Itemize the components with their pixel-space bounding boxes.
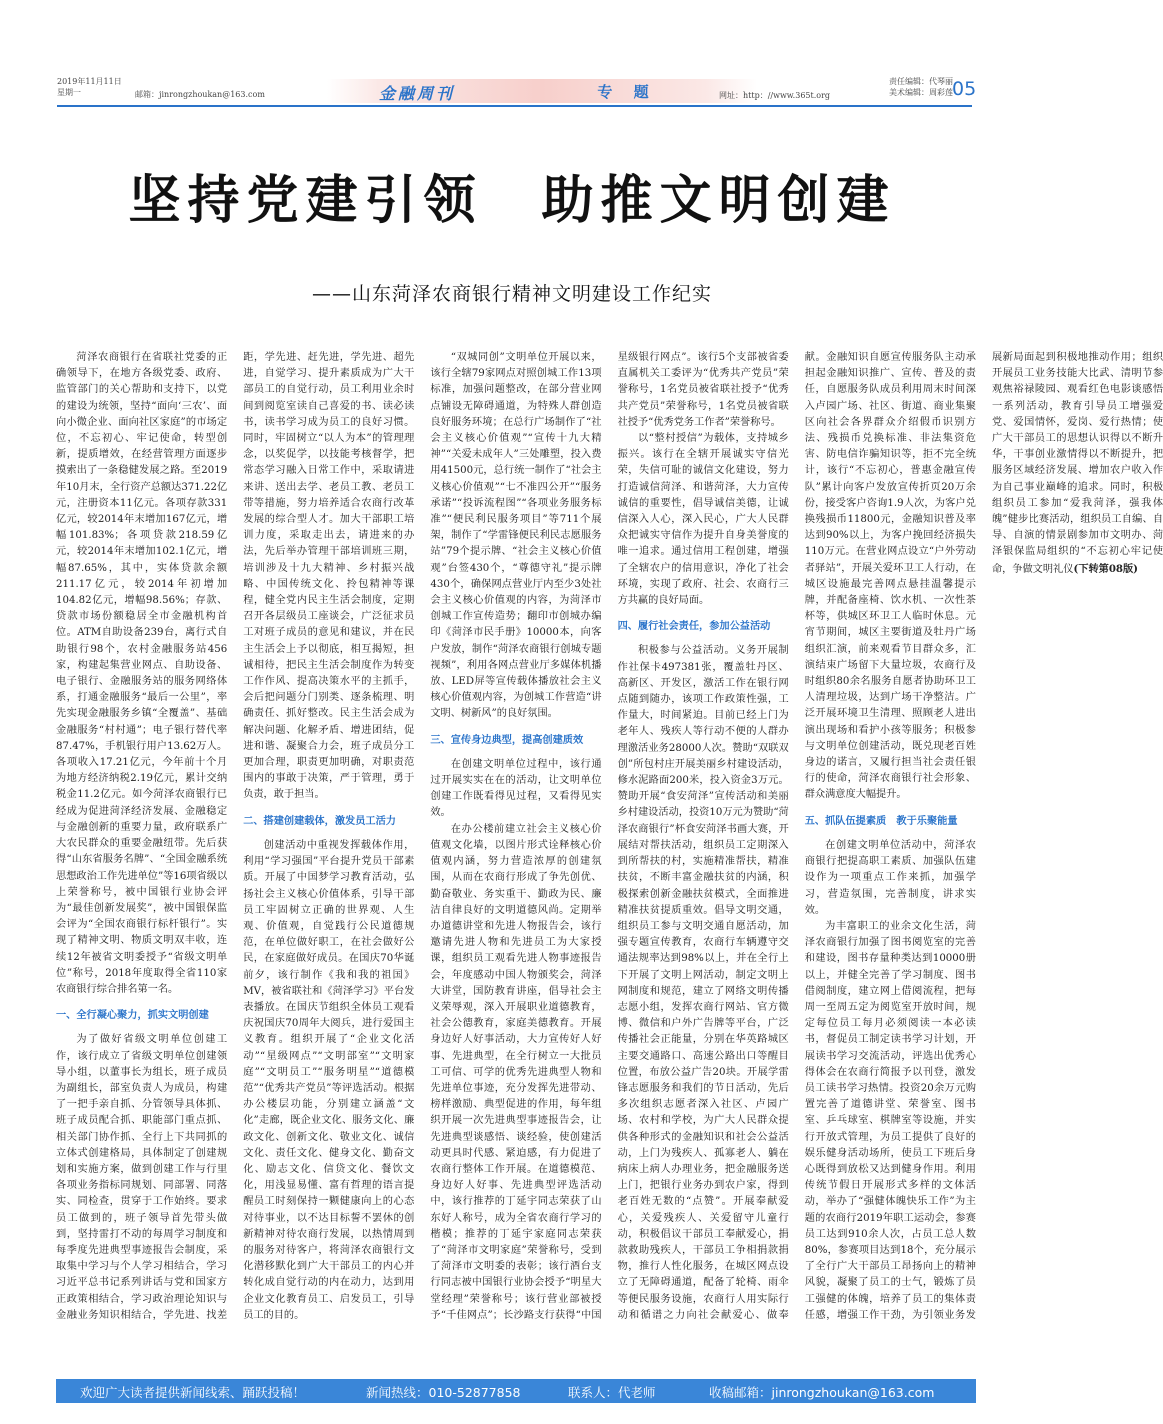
art-editor: 美术编辑：周彩莲 [889, 88, 953, 97]
issue-date: 2019年11月11日 [57, 77, 122, 86]
header-url: 网址：http：//www.365t.org [719, 91, 831, 100]
footer-slogan: 欢迎广大读者提供新闻线索、踊跃投稿！ [80, 1385, 306, 1400]
footer-hotline: 新闻热线：010-52877858 [366, 1385, 521, 1400]
article-subtitle: ——山东菏泽农商银行精神文明建设工作纪实 [311, 283, 712, 305]
section-name: 专 题 [597, 83, 657, 101]
body-paragraph: 创建活动中重视发挥载体作用，利用“学习强国”平台提升党员干部素质。开展了中国梦学习教育活动，弘扬社会主义核心价值体系，引导干部员工牢固树立正确的世界观、人生观、价值观，自觉践行公民道德规范，在单位做好职工，在社会做好公民，在家庭做好成员。在国庆70华诞前夕，该行制作《我和我的祖国》MV，被省联社和《菏泽学习》平台发表播放。在国庆节组织全体员工观看庆祝国庆70周年大阅兵，进行爱国主义教育。组织开展了“企业文化活动”“星级网点”“文明部室”“文明家庭”“文明员工”“服务明星”“道德模范”“优秀共产党员”等评选活动。根据办公楼层功能，分别建立涵盖“文化”走廊，既企业文化、服务文化、廉政文化、创新文化、敬业文化、诚信文化、责任文化、健身文化、勤奋文化、励志文化、信贷文化、餐饮文化，用浅显易懂、富有哲理的语言提醒员工时刻保持一颗健康向上的心态对待事业，以不达目标誓不罢休的创新精神对待农商行发展，以热情周到的服务对待客户，将菏泽农商银行文化潜移默化到广大干部员工的内心并转化成自觉行动的内在动力，达到用企业文化教育员工、启发员工，引导员工的目的。 [243, 839, 415, 1321]
footer-contact: 联系人：代老师 [568, 1385, 656, 1400]
continuation-note: (下转第08版) [1073, 562, 1139, 575]
responsible-editor: 责任编辑：代琴丽 [889, 77, 953, 86]
page-number: 05 [952, 78, 977, 100]
body-paragraph: 以“整村授信”为载体，支持城乡振兴。该行在全辖开展诚实守信光荣，失信可耻的诚信文化建设，努力打造诚信菏泽、和谐菏泽，大力宣传诚信的重要性，倡导诚信美德，让诚信深入人心，深入民心，广大人民群众把诚实守信作为提升自身美誉度的唯一追求。通过信用工程创建，增强了全辖农户的信用意识，净化了社会环境，实现了政府、社会、农商行三方共赢的良好局面。 [617, 433, 789, 607]
page-footer [56, 1379, 976, 1403]
body-paragraph: “双城同创”文明单位开展以来，该行全辖79家网点对照创城工作13项标准，加强问题整改，在部分营业网点铺设无障碍通道，为特殊人群创造良好服务环境；在总行广场制作了“社会主义核心价值观”“宣传十九大精神”“关爱未成年人”三处雕塑，投入费用41500元，总行统一制作了“社会主义核心价值观”“七不准四公开”“服务承诺”“投诉流程图”“各项业务服务标准”“便民利民服务项目”等711个展架，制作了“学雷锋便民利民志愿服务站”79个提示牌、“社会主义核心价值观”台签430个，“尊德守礼”提示牌430个，确保网点营业厅内至少3处社会主义核心价值观的内容，为菏泽市创城工作宣传造势；翻印市创城办编印《菏泽市民手册》10000本，向客户发放，制作“菏泽农商银行创城专题视频”，利用各网点营业厅多媒体机播放、LED屏等宣传载体播放社会主义核心价值观内容，为创城工作营造“讲文明、树新风”的良好氛围。 [430, 352, 602, 720]
intro-paragraph: 菏泽农商银行在省联社党委的正确领导下，在地方各级党委、政府、监管部门的关心帮助和支持下，以党的建设为统领，坚持“面向‘三农’、面向小微企业、面向社区家庭”的市场定位，不忘初心、牢记使命，转型创新，提质增效，在经营管理方面逐步摸索出了一条稳健发展之路。至2019年10月末，全行资产总额达371.22亿元，注册资本11亿元。各项存款331亿元，较2014年末增加167亿元，增幅101.83%；各项贷款218.59亿元，较2014年末增加102.1亿元，增幅87.65%，其中，实体贷款余额211.17亿元，较2014年初增加104.82亿元，增幅98.56%；存款、贷款市场份额稳居全市金融机构首位。ATM自助设备239台，离行式自助银行98个，农村金融服务站456家，构建起集营业网点、自助设备、电子银行、金融服务站的服务网络体系，打通金融服务“最后一公里”，率先实现金融服务乡镇“全覆盖”、基础金融服务“村村通”；电子银行替代率87.47%，手机银行用户13.62万人。各项收入17.21亿元，今年前十个月为地方经济纳税2.19亿元，累计交纳税金11.2亿元。如今菏泽农商银行已经成为促进菏泽经济发展、金融稳定与金融创新的重要力量，政府联系广大农民群众的重要金融纽带。先后获得“山东省服务名牌”、“全国金融系统思想政治工作先进单位”等16项省级以上荣誉称号，被中国银行业协会评为“最佳创新发展奖”，被中国银保监会评为“全国农商银行标杆银行”。实现了精神文明、物质文明双丰收，连续12年被省文明委授予“省级文明单位”称号，2018年度取得全省110家农商银行综合排名第一名。 [56, 352, 228, 995]
body-paragraph: 为了做好省级文明单位创建工作，该行成立了省级文明单位创建领导小组，以董事长为组长，班子成员为副组长，部室负责人为成员，构建了一把手亲自抓、分管领导具体抓、班子成员配合抓、职能部门重点抓、相关部门协作抓、全行上下共同抓的立体式创建格局，具体制定了创建规划和实施方案，做到创建工作与行里各项业务指标同规划、同部署、同落实、同检查，贯穿于工作始终。要求员工做到的，班子领导首先带头做到，坚持雷打不动的每周学习制度和每季度先进典型事迹报告会制度，采取集中学习与个人学习相结合，学习习近平总书记系列讲话与党和国家方正政策相结合，学习政治理论知识与金融业务知识相结合，学先进、找差距，学先进、赶先进，学先进、超先进，自觉学习、提升素质成为广大干部员工的自觉行动，员工利用业余时间到阅览室读自己喜爱的书、读必读书，读书学习成为员工的良好习惯。同时，牢固树立“以人为本”的管理理念，以奖促学，以技能考核督学，把常态学习融入日常工作中，采取请进来讲、送出去学、老员工教、老员工带等措施，努力培养适合农商行改革发展的综合型人才。加大干部职工培训力度，采取走出去，请进来的办法，先后举办管理干部培训班三期，培训涉及十九大精神、乡村振兴战略、中国传统文化、拎包精神等课程，健全党内民主生活会制度，定期召开各层级员工座谈会，广泛征求员工对班子成员的意见和建议，并在民主生活会上予以彻底，相互揭短，担诚相待，把民主生活会制度作为转变工作作风、提高决策水平的主抓手，会后把问题分门别类、逐条梳理、明确责任、抓好整改。民主生活会成为解决问题、化解矛盾、增进团结，促进和谐、凝聚合力会，班子成员分工更加合理，职责更加明确，对职责范围内的事敢于决策，严于管理，勇于负责，敢于担当。 [56, 352, 415, 1321]
section-heading: 四、履行社会责任，参加公益活动 [617, 621, 771, 633]
article-headline: 坚持党建引领 助推文明创建 [128, 170, 896, 231]
header-email: 邮箱：jinrongzhoukan@163.com [135, 90, 265, 99]
header-rule [57, 105, 972, 107]
footer-email: 收稿邮箱：jinrongzhoukan@163.com [709, 1385, 935, 1400]
body-paragraph: 积极参与公益活动。义务开展制作社保卡497381张，覆盖牡丹区、高新区、开发区，激活工作在银行网点随到随办，该项工作政策性强，工作量大，时间紧迫。目前已经上门为老年人、残疾人等行动不便的人群办理激活业务28000人次。赞助“双联双创”所包村庄开展美丽乡村建设活动，修水泥路面200米，投入资金3万元。赞助开展“食安菏泽”宣传活动和美丽乡村建设活动，投资10万元为赞助“菏泽农商银行”杯食安菏泽书画大赛，开展结对帮扶活动，组织员工定期深入到所帮扶的村，实施精准帮扶，精准扶贫，不断丰富金融扶贫的内涵，积极探索创新金融扶贫模式，全面推进精准扶贫提质重效。倡导文明交通，组织员工参与文明交通自愿活动，加强专题宣传教育，农商行车辆遵守交通法规率达到98%以上，并在全行上下开展了文明上网活动，制定文明上网制度和规范，建立了网络文明传播志愿小组，发挥农商行网站、官方微博、微信和户外广告牌等平台，广泛传播社会正能量，分别在华英路城区主要交通路口、高速公路出口等醒目位置，布放公益广告20块。开展学雷锋志愿服务和我们的节日活动，先后多次组织志愿者深入社区、卢园广场、农村和学校，为广大人民群众提供各种形式的金融知识和社会公益活动，上门为残疾人、孤寡老人、躺在病床上病人办理业务，把金融服务送上门，把银行业务办到农户家，得到老百姓无数的“点赞”。开展奉献爱心，关爱残疾人、关爱留守儿童行动，积极倡议干部员工奉献爱心，捐款救助残疾人，干部员工争相捐款捐物，推行人性化服务，在城区网点设立了无障碍通道，配备了轮椅、雨伞等便民服务设施，农商行人用实际行动和循谱之力向社会献爱心、做奉献。金融知识自愿宣传服务队主动承担起金融知识推广、宣传、普及的责任，自愿服务队成员利用周末时间深入卢园广场、社区、街道、商业集聚区向社会各界群众介绍假币识别方法、残损币兑换标准、非法集资危害、防电信诈骗知识等，拒不完全统计，该行“不忘初心，普惠金融宣传队”累计向客户发放宣传折页20万余份，接受客户咨询1.9人次，为客户兑换残损币11800元，金融知识普及率达到90%以上，为客户挽回经济损失110万元。在营业网点设立“户外劳动者驿站”，开展关爱环卫工人行动，在城区设施最完善网点悬挂温馨提示牌，并配备座椅、饮水机、一次性茶杯等，供城区环卫工人临时休息。元宵节期间，城区主要街道及牡丹广场组织汇演，前来观看节目群众多，汇演结束广场留下大量垃圾，农商行及时组织80余名服务自愿者协助环卫工人清理垃圾，达到广场干净整洁。广泛开展环境卫生清理、照顾老人进出演出现场和看护小孩等服务；积极参与文明单位创建活动，既兑现老百姓身边的诺言，又履行担当社会责任银行的使命，菏泽农商银行社会形象、群众满意度大幅提升。 [617, 352, 976, 1321]
section-heading: 二、搭建创建载体，激发员工活力 [243, 815, 396, 827]
body-paragraph: 在创建文明单位活动中，菏泽农商银行把提高职工素质、加强队伍建设作为一项重点工作来抓，加强学习，营造氛围，完善制度，讲求实效。 [804, 839, 976, 916]
editor-credits [889, 76, 953, 98]
issue-date-block [57, 76, 122, 98]
body-paragraph: 在创建文明单位过程中，该行通过开展实实在在的活动，让文明单位创建工作既看得见过程，又看得见实效。 [430, 758, 602, 819]
article-body [56, 350, 1163, 1335]
body-paragraph: 为丰富职工的业余文化生活，菏泽农商银行加强了图书阅览室的完善和建设，图书存量种类达到10000册以上，并健全完善了学习制度、图书借阅制度，建立网上借阅流程，把每周一至周五定为阅览室开放时间，规定每位员工每月必须阅读一本必读书，督促员工制定读书学习计划，开展读书学习交流活动，评选出优秀心得体会在农商行简报予以刊登，激发员工读书学习热情。投资20余万元购置完善了道德讲堂、荣誉室、图书室、乒乓球室、棋牌室等设施，并实行开放式管理，为员工提供了良好的娱乐健身活动场所，使员工下班后身心既得到放松又达到健身作用。利用传统节假日开展形式多样的文体活动，举办了“强健体魄快乐工作”为主题的农商行2019年职工运动会，参赛员工达到910余人次，占员工总人数80%，参赛项目达到18个，充分展示了全行广大干部员工昂扬向上的精神风貌，凝聚了员工的士气，锻炼了员工强健的体魄，培养了员工的集体责任感，增强工作干劲，为引领业务发展新局面起到积极地推动作用；组织开展员工业务技能大比武、清明节参观焦裕禄陵园、观看红色电影谈感悟一系列活动，教育引导员工增强爱党、爱国情怀，爱岗、爱行热情；使广大干部员工的思想认识得以不断升华，干事创业激情得以不断提升，把服务区域经济发展、增加农户收入作为自己事业巅峰的追求。同时，积极组织员工参加“爱我菏泽，强我体魄”健步比赛活动，组织员工自编、自导、自演的情景剧参加市文明办、菏泽银保监局组织的“不忘初心牢记使命，争做文明礼仪(下转第08版) [804, 352, 1163, 1321]
issue-weekday: 星期一 [57, 88, 81, 97]
page-header [57, 76, 977, 106]
masthead-logo: 金融周刊 [378, 84, 455, 103]
section-heading: 三、宣传身边典型，提高创建质效 [430, 734, 584, 746]
section-heading: 五、抓队伍提素质 教于乐聚能量 [804, 815, 958, 827]
section-heading: 一、全行凝心聚力，抓实文明创建 [56, 1010, 209, 1022]
body-paragraph: 在办公楼前建立社会主义核心价值观文化墙，以图片形式诠释核心价值观内涵，努力营造浓厚的创建氛围，从而在农商行形成了争先创优、勤奋敬业、务实重干、勤政为民、廉洁自律良好的文明道德风尚。定期举办道德讲堂和先进人物报告会，该行邀请先进人物和先进员工为大家授课，组织员工观看先进人物事迹报告会，年度感动中国人物颁奖会，菏泽大讲堂，国防教育讲座，倡导社会主义荣辱观，深入开展职业道德教育，社会公德教育，家庭美德教育。开展身边好人好事活动，大力宣传好人好事、先进典型，在全行树立一大批员工可信、可学的优秀先进典型人物和先进单位事迹，充分发挥先进带动、榜样激励、典型促进的作用，每年组织开展一次先进典型事迹报告会，让先进典型谈感悟、谈经验，使创建活动更具时代感、紧迫感，有力促进了农商行整体工作开展。在道德模范、身边好人好事、先进典型评选活动中，该行推荐的丁延宇同志荣获了山东好人称号，成为全省农商行学习的楷模；推荐的丁延宇家庭同志荣获了“菏泽市文明家庭”荣誉称号，受到了菏泽市文明委的表彰；该行酒台支行同志被中国银行业协会授予“明星大堂经理”荣誉称号；该行营业部被授予“千佳网点”；长沙路支行获得“中国星级银行网点”。该行5个支部被省委直属机关工委评为“优秀共产党员”荣誉称号，1名党员被省联社授予“优秀共产党员”荣誉称号，1名党员被省联社授予“优秀党务工作者”荣誉称号。 [430, 352, 789, 1321]
